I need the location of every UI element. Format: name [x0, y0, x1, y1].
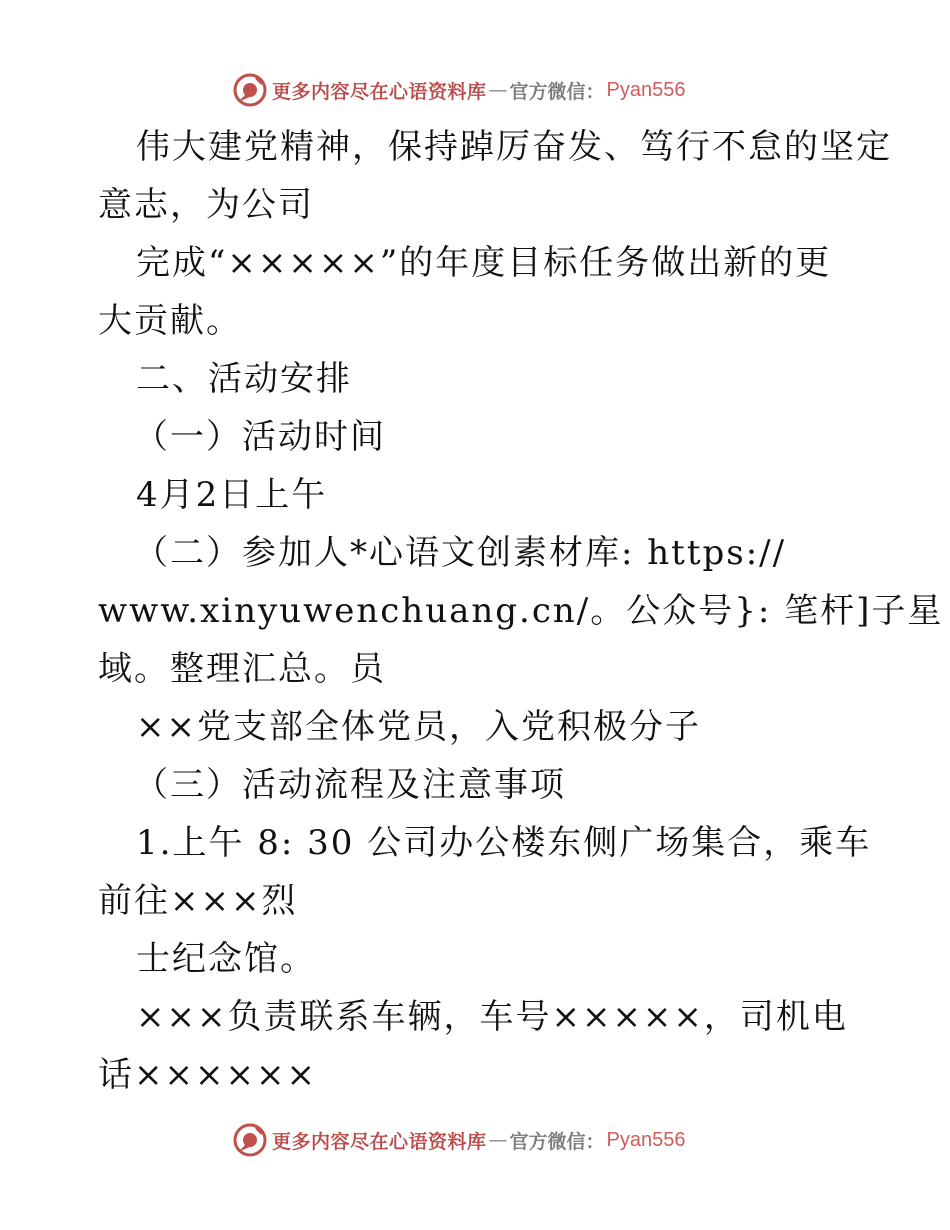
body-line-step-1: 1.上午 8: 30 公司办公楼东侧广场集合，乘车: [136, 823, 872, 863]
body-line-url: www.xinyuwenchuang.cn/。公众号}: 笔杆]子星: [98, 591, 944, 631]
watermark-wechat-id: Pyan556: [606, 78, 686, 101]
subheading-participants: （二）参加人*心语文创素材库: https://: [134, 533, 787, 573]
body-line-15: 士纪念馆。: [136, 939, 316, 979]
watermark-wechat-id: Pyan556: [606, 1128, 686, 1151]
subheading-activity-time: （一）活动时间: [134, 417, 386, 457]
pen-logo-icon: [232, 1122, 268, 1158]
body-line-date: 4月2日上午: [136, 475, 328, 515]
body-line-1: 伟大建党精神，保持踔厉奋发、笃行不怠的坚定: [136, 127, 892, 167]
footer-watermark: [232, 1122, 686, 1158]
body-line-2: 意志，为公司: [98, 185, 314, 225]
section-heading-activity-arrangement: 二、活动安排: [136, 359, 352, 399]
body-line-3: 完成“×××××”的年度目标任务做出新的更: [136, 243, 832, 283]
body-line-vehicle: ×××负责联系车辆，车号×××××，司机电: [136, 997, 848, 1037]
watermark-separator: —: [488, 79, 508, 101]
watermark-text: 更多内容尽在心语资料库: [272, 80, 487, 103]
body-line-17: 话××××××: [98, 1055, 317, 1095]
pen-logo-icon: [232, 72, 268, 108]
body-line-10: 域。整理汇总。员: [98, 649, 386, 689]
body-line-14: 前往×××烈: [98, 881, 298, 921]
watermark-wechat-label: 官方微信：: [509, 80, 605, 103]
subheading-process: （三）活动流程及注意事项: [134, 765, 566, 805]
watermark-text: 更多内容尽在心语资料库: [272, 1130, 487, 1153]
body-line-members: ××党支部全体党员，入党积极分子: [136, 707, 701, 747]
header-watermark: [232, 72, 686, 108]
watermark-wechat-label: 官方微信：: [509, 1130, 605, 1153]
body-line-4: 大贡献。: [98, 301, 242, 341]
document-body: [98, 118, 944, 1104]
watermark-separator: —: [488, 1129, 508, 1151]
